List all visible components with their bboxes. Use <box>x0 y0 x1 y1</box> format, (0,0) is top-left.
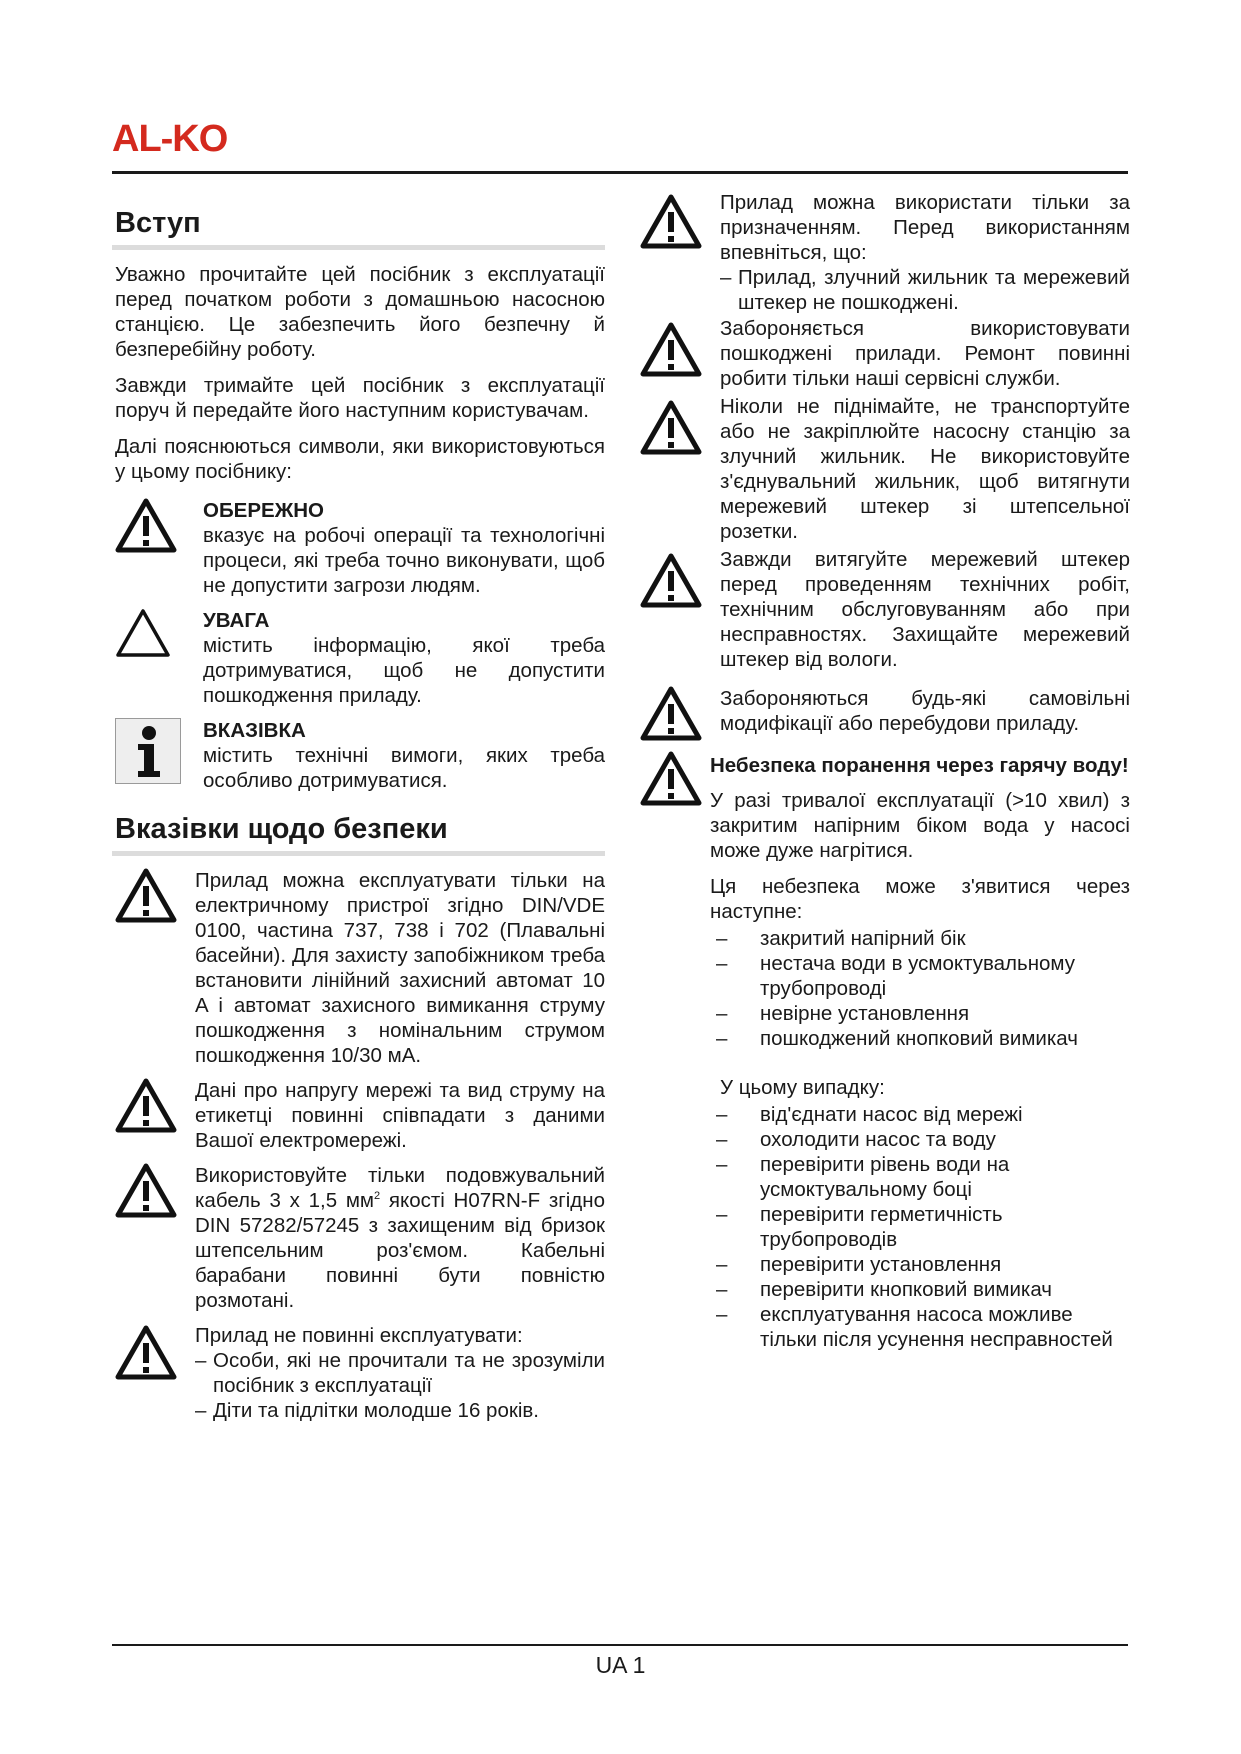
symbol-caution-title: ОБЕРЕЖНО <box>203 499 324 522</box>
actions-list <box>710 1102 1130 1352</box>
safety-item-1 <box>115 868 605 1068</box>
hot-water-title: Небезпека поранення через гарячу воду! <box>710 754 1129 777</box>
list-item: – Прилад, злучний жильник та мережевий штекер не пошкоджені. <box>720 265 1130 315</box>
list-item: – охолодити насос та воду <box>710 1127 1130 1152</box>
symbol-attention-text: містить інформацію, якої треба дотримуватися, щоб не допустити пошкодження приладу. <box>203 634 605 707</box>
symbol-caution-text: вказує на робочі операції та технологічні процеси, які треба точно виконувати, щоб не допустити загрози людям. <box>203 524 605 597</box>
logo-text: AL-KO <box>112 118 228 160</box>
symbol-note <box>115 718 605 793</box>
safety-text-4-intro: Прилад не повинні експлуатувати: <box>195 1324 523 1347</box>
safety-heading: Вказівки щодо безпеки <box>115 813 448 845</box>
list-item: – перевірити установлення <box>710 1252 1130 1277</box>
warning-icon <box>640 751 720 812</box>
footer-rule <box>112 1644 1128 1646</box>
alko-logo <box>112 120 227 158</box>
list-item: – Особи, які не прочитали та не зрозуміли посібник з експлуатації <box>195 1348 605 1398</box>
safety-heading-rule <box>112 851 605 856</box>
hot-water-warning <box>630 753 1130 778</box>
list-item: – експлуатування насоса можливе тільки після усунення несправностей <box>710 1302 1130 1352</box>
list-item: – закритий напірний бік <box>710 926 1130 951</box>
right-warning-4 <box>640 547 1130 672</box>
symbol-attention-title: УВАГА <box>203 609 270 632</box>
symbol-caution <box>115 498 605 598</box>
right-warning-text-5: Забороняються будь-які самовільні модифікації або перебудови приладу. <box>720 687 1130 735</box>
hot-water-paragraph-1: У разі тривалої експлуатації (>10 хвил) з закритим напірним біком вода у насосі може дуже нагрітися. <box>710 789 1130 862</box>
list-item: – від'єднати насос від мережі <box>710 1102 1130 1127</box>
left-column <box>115 205 605 1423</box>
warning-icon <box>640 190 720 255</box>
info-icon <box>115 718 203 784</box>
safety-text-2: Дані про напругу мережі та вид струму на етикетці повинні співпадати з даними Вашої електромережі. <box>195 1079 605 1152</box>
safety-text-1: Прилад можна експлуатувати тільки на електричному пристрої згідно DIN/VDE 0100, частина 737, 738 і 702 (Плавальні басейни). Для захисту запобіжником треба встановити лінійний захисний автомат 10 A і автомат захисного вимикання струму пошкодження з номінальним струмом пошкодження 10/30 мA. <box>195 869 605 1067</box>
symbol-attention <box>115 608 605 708</box>
right-warning-text-4: Завжди витягуйте мережевий штекер перед проведенням технічних робіт, технічним обслуговуванням або при несправностях. Захищайте мережевий штекер від вологи. <box>720 548 1130 671</box>
warning-icon <box>115 1163 195 1224</box>
intro-paragraph-3: Далі пояснюються символи, яки використовуються у цьому посібнику: <box>115 435 605 483</box>
header-rule <box>112 171 1128 174</box>
right-warning-text-1: Прилад можна використати тільки за призначенням. Перед використанням впевніться, що: <box>720 191 1130 264</box>
safety-text-3: Використовуйте тільки подовжувальний кабель 3 x 1,5 $мм^2$ якості H07RN-F згідно DIN 57282/57245 з захищеним від бризок штепсельним роз'ємом. Кабельні барабани повинні бути повністю розмотані. <box>195 1164 605 1312</box>
right-warning-text-2: Забороняється використовувати пошкоджені прилади. Ремонт повинні робити тільки наші сервісні служби. <box>720 317 1130 390</box>
warning-filled-icon <box>115 498 203 559</box>
causes-list <box>710 926 1130 1051</box>
right-warning-5 <box>640 686 1130 747</box>
warning-icon <box>640 316 720 383</box>
safety-item-2 <box>115 1078 605 1153</box>
list-item: – перевірити герметичність трубопроводів <box>710 1202 1130 1252</box>
symbol-note-text: містить технічні вимоги, яких треба особливо дотримуватися. <box>203 744 605 792</box>
list-item: – невірне установлення <box>710 1001 1130 1026</box>
right-warning-1 <box>640 190 1130 315</box>
caution-outline-icon <box>115 608 203 663</box>
list-item: – нестача води в усмоктувальному трубопроводі <box>710 951 1130 1001</box>
list-item: – перевірити рівень води на усмоктувальному боці <box>710 1152 1130 1202</box>
page-number: UA 1 <box>595 1652 646 1678</box>
warning-icon <box>640 547 720 614</box>
symbol-note-title: ВКАЗІВКА <box>203 719 306 742</box>
list-item: – перевірити кнопковий вимикач <box>710 1277 1130 1302</box>
list-item: – пошкоджений кнопковий вимикач <box>710 1026 1130 1051</box>
safety-item-4 <box>115 1323 605 1423</box>
warning-icon <box>115 868 195 929</box>
safety-item-3 <box>115 1163 605 1313</box>
right-warning-2 <box>640 316 1130 391</box>
warning-icon <box>115 1078 195 1139</box>
intro-heading-rule <box>112 245 605 250</box>
hot-water-body <box>710 788 1130 1352</box>
intro-heading: Вступ <box>115 207 201 239</box>
warning-icon <box>640 394 720 461</box>
intro-paragraph-1: Уважно прочитайте цей посібник з експлуатації перед початком роботи з домашньою насосною станцією. Це забезпечить його безпечну й безперебійну роботу. <box>115 263 605 361</box>
list-item: – Діти та підлітки молодше 16 років. <box>195 1398 605 1423</box>
right-column <box>640 190 1130 1352</box>
warning-icon <box>640 686 720 747</box>
right-warning-3 <box>640 394 1130 544</box>
hot-water-paragraph-2: Ця небезпека може з'явитися через наступне: <box>710 875 1130 923</box>
warning-icon <box>115 1323 195 1386</box>
case-title: У цьому випадку: <box>720 1076 885 1099</box>
right-warning-text-3: Ніколи не піднімайте, не транспортуйте або не закріплюйте насосну станцію за злучний жильник. Не використовуйте з'єднувальний жильник, щоб витягнути мережевий штекер зі штепсельної розетки. <box>720 395 1130 543</box>
intro-paragraph-2: Завжди тримайте цей посібник з експлуатації поруч й передайте його наступним користувачам. <box>115 374 605 422</box>
